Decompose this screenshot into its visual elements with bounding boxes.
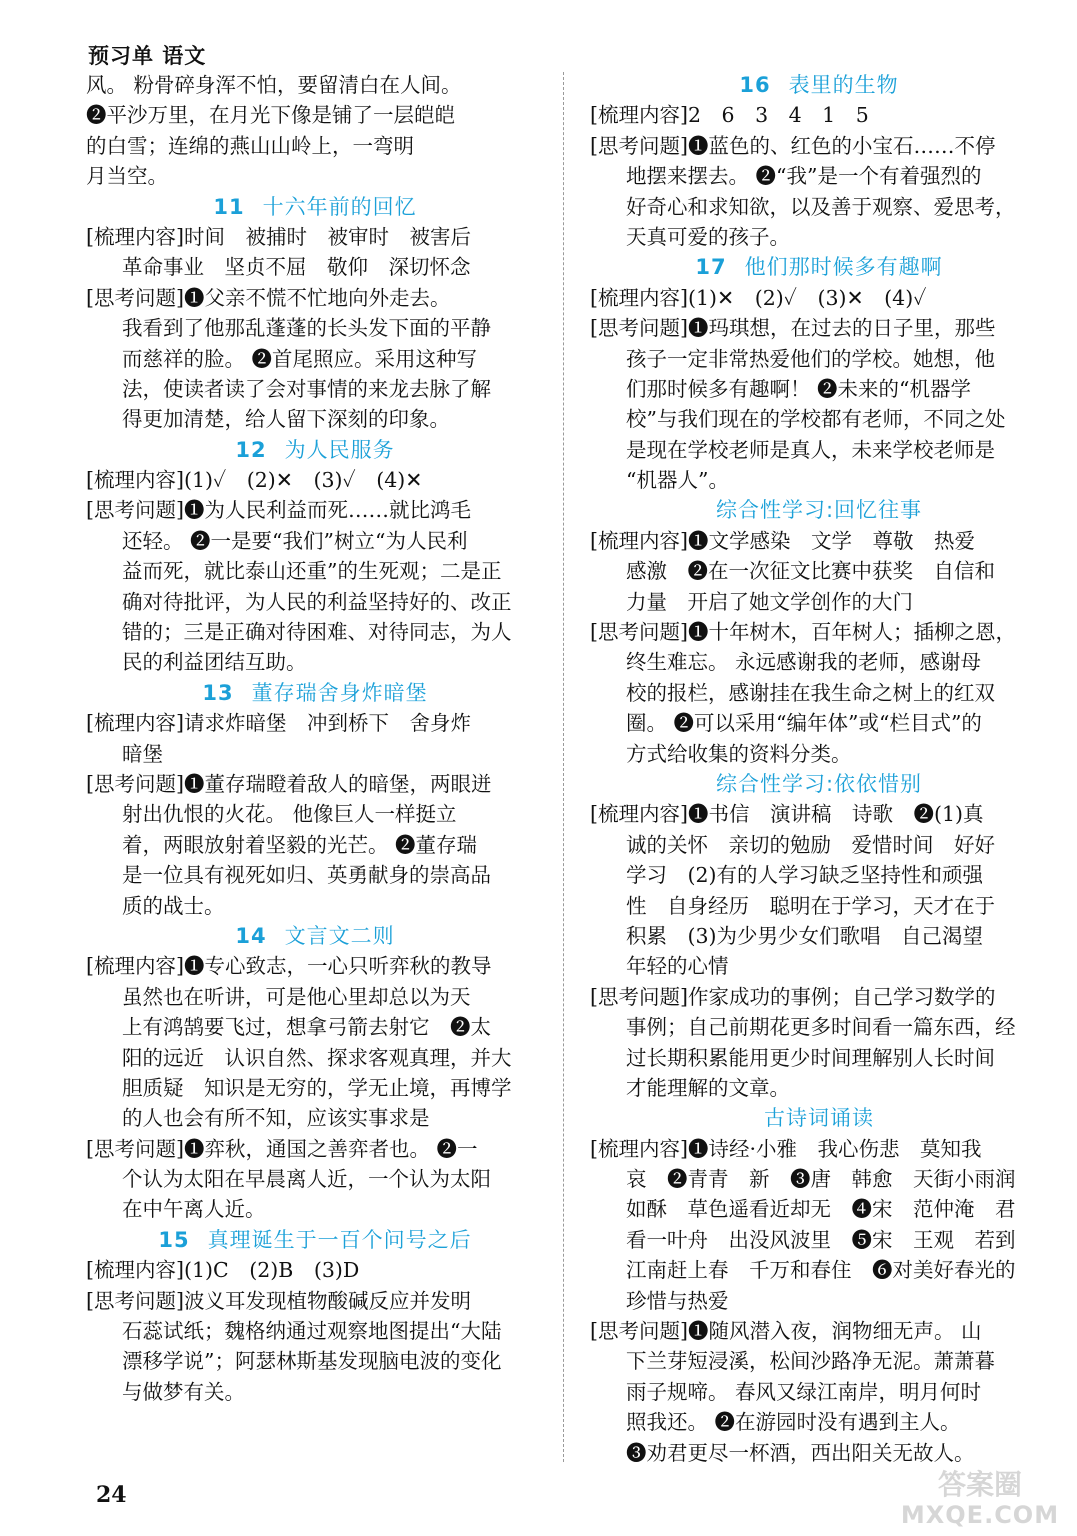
text-line: [梳理内容]请求炸暗堡 冲到桥下 舍身炸 <box>86 711 471 736</box>
text-line: 照我还。 ❷在游园时没有遇到主人。 <box>626 1410 961 1435</box>
text-line: 学习 (2)有的人学习缺乏坚持性和顽强 <box>626 863 984 888</box>
text-line: 得更加清楚，给人留下深刻的印象。 <box>122 407 450 432</box>
text-line: 漂移学说”；阿瑟林斯基发现脑电波的变化 <box>122 1349 502 1374</box>
text-line: 下兰芽短浸溪，松间沙路净无泥。萧萧暮 <box>626 1349 995 1374</box>
left-column <box>86 70 544 1407</box>
section-number: 17 <box>695 255 727 280</box>
text-line: 年轻的心情 <box>626 954 729 979</box>
text-line: 而慈祥的脸。 ❷首尾照应。采用这种写 <box>122 346 478 371</box>
text-line: 力量 开启了她文学创作的大门 <box>626 589 913 614</box>
text-line: 积累 (3)为少男少女们歌唱 自己渴望 <box>626 923 984 948</box>
section-title-text: 为人民服务 <box>284 437 395 462</box>
text-line: 错的；三是正确对待困难、对待同志，为人 <box>122 620 512 645</box>
text-line: [思考问题]波义耳发现植物酸碱反应并发明 <box>86 1288 471 1313</box>
section-title <box>86 192 544 222</box>
section-title <box>86 435 544 465</box>
text-line: ❸劝君更尽一杯酒，西出阳关无故人。 <box>626 1440 975 1465</box>
text-line: 风。 粉骨碎身浑不怕，要留清白在人间。 <box>86 73 462 97</box>
section-title <box>590 70 1048 100</box>
text-line: 在中午离人近。 <box>122 1197 266 1222</box>
text-line: 孩子一定非常热爱他们的学校。她想，他 <box>626 346 995 371</box>
text-line: 法，使读者读了会对事情的来龙去脉了解 <box>122 376 491 401</box>
text-line: 还轻。 ❷一是要“我们”树立“为人民利 <box>122 528 468 553</box>
text-line: [思考问题]❶弈秋，通国之善弈者也。 ❷一 <box>86 1136 478 1161</box>
text-line: [梳理内容](1)C (2)B (3)D <box>86 1258 360 1283</box>
text-line: 终生难忘。 永远感谢我的老师，感谢母 <box>626 650 982 675</box>
section-number: 13 <box>202 680 234 705</box>
text-line: 圈。 ❷可以采用“编年体”或“栏目式”的 <box>626 711 982 736</box>
text-line: [梳理内容](1)✕ (2)✓ (3)✕ (4)✓ <box>590 285 927 310</box>
right-column <box>590 70 1048 1468</box>
text-line: 如酥 草色遥看近却无 ❹宋 范仲淹 君 <box>626 1197 1016 1222</box>
text-line: “机器人”。 <box>626 468 729 493</box>
text-line: 确对待批评，为人民的利益坚持好的、改正 <box>122 589 512 614</box>
page-header: 预习单 语文 <box>88 44 207 68</box>
section-title-text: 表里的生物 <box>788 73 899 97</box>
text-line: 哀 ❷青青 新 ❸唐 韩愈 天街小雨润 <box>626 1167 1016 1192</box>
watermark-url: MXQE.COM <box>900 1501 1060 1529</box>
section-title <box>590 495 1048 525</box>
text-line: [思考问题]❶十年树木，百年树人；插柳之恩， <box>590 620 1016 645</box>
text-line: 好奇心和求知欲，以及善于观察、爱思考， <box>626 194 1016 219</box>
text-line: 虽然也在听讲，可是他心里却总以为天 <box>122 984 471 1009</box>
section-title-text: 董存瑞舍身炸暗堡 <box>251 680 428 705</box>
text-line: [梳理内容]❶诗经·小雅 我心伤悲 莫知我 <box>590 1136 982 1161</box>
text-line: 雨子规啼。 春风又绿江南岸，明月何时 <box>626 1379 982 1404</box>
text-line: 珍惜与热爱 <box>626 1288 729 1313</box>
text-line: [梳理内容]❶书信 演讲稿 诗歌 ❷(1)真 <box>590 802 984 827</box>
text-line: [思考问题]❶随风潜入夜，润物细无声。 山 <box>590 1319 982 1344</box>
text-line: 的白雪；连绵的燕山山岭上，一弯明 <box>86 133 414 158</box>
text-line: 个认为太阳在早晨离人近，一个认为太阳 <box>122 1167 491 1192</box>
text-line: 月当空。 <box>86 164 168 189</box>
text-line: [思考问题]❶蓝色的、红色的小宝石……不停 <box>590 133 996 158</box>
section-title <box>86 1225 544 1255</box>
section-title <box>590 769 1048 799</box>
text-line: 着，两眼放射着坚毅的光芒。 ❷董存瑞 <box>122 832 478 857</box>
text-line: 阳的远近 认识自然、探求客观真理，并大 <box>122 1045 512 1070</box>
section-number: 15 <box>158 1227 190 1252</box>
text-line: 看一叶舟 出没风波里 ❺宋 王观 若到 <box>626 1227 1016 1252</box>
page-number: 24 <box>96 1482 127 1508</box>
text-line: 暗堡 <box>122 741 163 766</box>
section-title <box>590 1103 1048 1133</box>
section-title <box>590 252 1048 282</box>
text-line: 天真可爱的孩子。 <box>626 224 790 249</box>
column-divider <box>563 72 564 1462</box>
text-line: [梳理内容]时间 被捕时 被审时 被害后 <box>86 224 471 249</box>
watermark-logo <box>900 1470 1060 1530</box>
text-line: [思考问题]❶董存瑞瞪着敌人的暗堡，两眼迸 <box>86 771 492 796</box>
text-line: 益而死，就比泰山还重”的生死观；二是正 <box>122 559 502 584</box>
text-line: 我看到了他那乱蓬蓬的长头发下面的平静 <box>122 316 491 341</box>
section-title-text: 他们那时候多有趣啊 <box>744 255 943 280</box>
text-line: 胆质疑 知识是无穷的，学无止境，再博学 <box>122 1075 512 1100</box>
text-line: 民的利益团结互助。 <box>122 650 307 675</box>
text-line: [梳理内容]2 6 3 4 1 5 <box>590 103 869 128</box>
section-number: 12 <box>235 437 267 462</box>
text-line: 性 自身经历 聪明在于学习，天才在于 <box>626 893 995 918</box>
text-line: [梳理内容]❶专心致志，一心只听弈秋的教导 <box>86 954 492 979</box>
section-title-text: 综合性学习:依依惜别 <box>715 771 923 796</box>
text-line: 是一位具有视死如归、英勇献身的崇高品 <box>122 863 491 888</box>
text-line: ❷平沙万里，在月光下像是铺了一层皑皑 <box>86 103 455 128</box>
text-line: [思考问题]作家成功的事例；自己学习数学的 <box>590 984 996 1009</box>
text-line: 方式给收集的资料分类。 <box>626 741 852 766</box>
text-line: 校”与我们现在的学校都有老师，不同之处 <box>626 407 1006 432</box>
text-line: 是现在学校老师是真人，未来学校老师是 <box>626 437 995 462</box>
text-line: 地摆来摆去。 ❷“我”是一个有着强烈的 <box>626 164 982 189</box>
text-line: 江南赶上春 千万和春住 ❻对美好春光的 <box>626 1258 1016 1283</box>
text-line: 的人也会有所不知，应该实事求是 <box>122 1106 430 1131</box>
text-line: [梳理内容](1)✓ (2)✕ (3)✓ (4)✕ <box>86 468 423 493</box>
text-line: [思考问题]❶为人民利益而死……就比鸿毛 <box>86 498 471 523</box>
text-line: 质的战士。 <box>122 893 225 918</box>
text-line: 石蕊试纸；魏格纳通过观察地图提出“大陆 <box>122 1319 502 1344</box>
section-number: 16 <box>739 73 771 97</box>
text-line: [思考问题]❶玛琪想，在过去的日子里，那些 <box>590 316 996 341</box>
text-line: 过长期积累能用更少时间理解别人长时间 <box>626 1045 995 1070</box>
text-line: 校的报栏，感谢挂在我生命之树上的红双 <box>626 680 995 705</box>
text-line: 事例；自己前期花更多时间看一篇东西，经 <box>626 1015 1016 1040</box>
section-title-text: 文言文二则 <box>284 923 395 948</box>
section-title-text: 真理诞生于一百个问号之后 <box>207 1227 472 1252</box>
section-number: 14 <box>235 923 267 948</box>
text-line: 射出仇恨的火花。 他像巨人一样挺立 <box>122 802 457 827</box>
section-title <box>86 921 544 951</box>
text-line: 上有鸿鹄要飞过，想拿弓箭去射它 ❷太 <box>122 1015 491 1040</box>
text-line: 才能理解的文章。 <box>626 1075 790 1100</box>
text-line: [思考问题]❶父亲不慌不忙地向外走去。 <box>86 285 451 310</box>
section-number: 11 <box>213 194 245 219</box>
text-line: 与做梦有关。 <box>122 1379 245 1404</box>
section-title-text: 古诗词诵读 <box>764 1106 874 1131</box>
text-line: 们那时候多有趣啊！ ❷未来的“机器学 <box>626 376 971 401</box>
section-title-text: 综合性学习:回忆往事 <box>715 498 923 523</box>
text-line: [梳理内容]❶文学感染 文学 尊敬 热爱 <box>590 528 975 553</box>
section-title-text: 十六年前的回忆 <box>262 194 417 219</box>
watermark-text: 答案圈 <box>937 1468 1022 1501</box>
section-title <box>86 678 544 708</box>
text-line: 诚的关怀 亲切的勉励 爱惜时间 好好 <box>626 832 995 857</box>
text-line: 革命事业 坚贞不屈 敬仰 深切怀念 <box>122 255 471 280</box>
text-line: 感激 ❷在一次征文比赛中获奖 自信和 <box>626 559 995 584</box>
